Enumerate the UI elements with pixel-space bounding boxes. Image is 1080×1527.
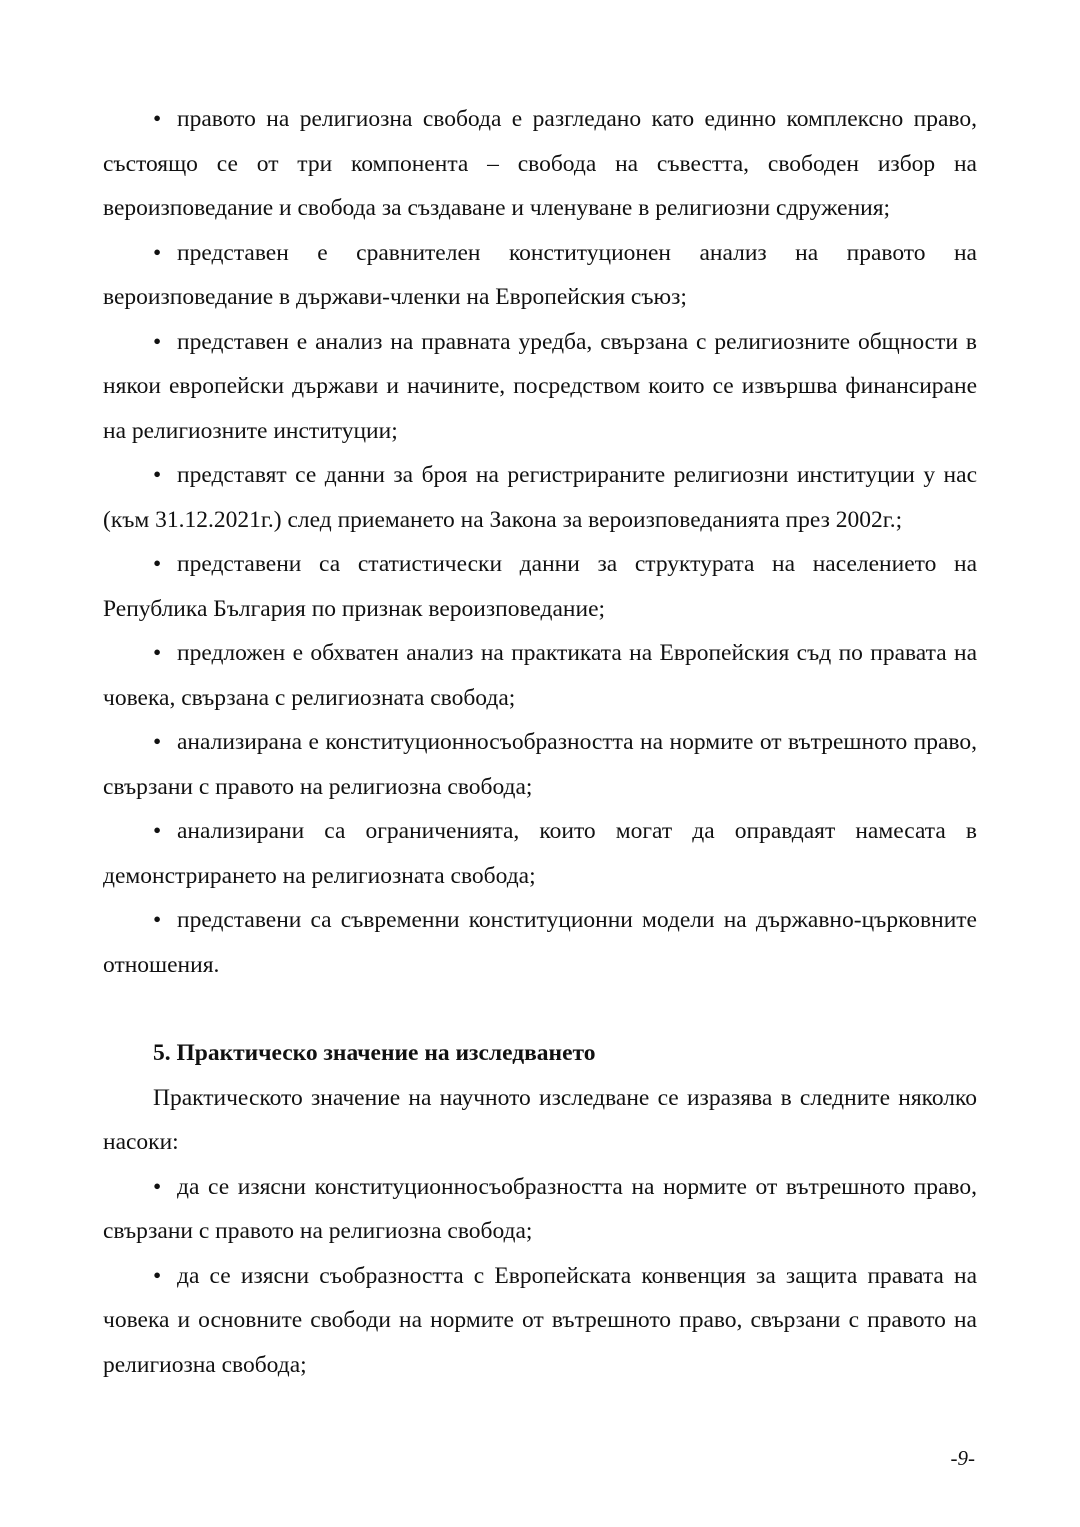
contributions-list <box>103 97 977 987</box>
list-item: • да се изясни конституционносъобразността на нормите от вътрешното право, свързани с правото на религиозна свобода; <box>103 1165 977 1254</box>
list-item: • представен е сравнителен конституционен анализ на правото на вероизповедание в държави-членки на Европейския съюз; <box>103 231 977 320</box>
bullet-icon: • <box>153 462 162 488</box>
bullet-icon: • <box>153 729 162 755</box>
list-item: • представени са статистически данни за структурата на населението на Република България по признак вероизповедание; <box>103 542 977 631</box>
list-item: • да се изясни съобразността с Европейската конвенция за защита правата на човека и основните свободи на нормите от вътрешното право, свързани с правото на религиозна свобода; <box>103 1254 977 1388</box>
list-item: • предложен е обхватен анализ на практиката на Европейския съд по правата на човека, свързана с религиозната свобода; <box>103 631 977 720</box>
bullet-icon: • <box>153 1173 162 1200</box>
page-number: -9- <box>950 1446 975 1470</box>
list-item: • анализирана е конституционносъобразността на нормите от вътрешното право, свързани с правото на религиозна свобода; <box>103 720 977 809</box>
bullet-icon: • <box>153 328 162 355</box>
bullet-icon: • <box>153 907 162 933</box>
section-heading: 5. Практическо значение на изследването <box>153 1040 596 1066</box>
practical-list <box>103 1165 977 1388</box>
document-page <box>103 97 977 1387</box>
list-item: • представен е анализ на правната уредба, свързана с религиозните общности в някои европейски държави и начините, посредством които се извършва финансиране на религиозните институции; <box>103 320 977 454</box>
section-intro: Практическото значение на научното изследване се изразява в следните няколко насоки: <box>103 1084 977 1155</box>
bullet-icon: • <box>153 106 162 132</box>
bullet-icon: • <box>153 239 162 266</box>
list-item: • анализирани са ограниченията, които могат да оправдаят намесата в демонстрирането на религиозната свобода; <box>103 809 977 898</box>
list-item: • представят се данни за броя на регистрираните религиозни институции у нас (към 31.12.2021г.) след приемането на Закона за вероизповеданията през 2002г.; <box>103 453 977 542</box>
list-item: • правото на религиозна свобода е разгледано като единно комплексно право, състоящо се от три компонента – свобода на съвестта, свободен избор на вероизповедание и свобода за създаване и членуване в религиозни сдружения; <box>103 97 977 231</box>
bullet-icon: • <box>153 1262 162 1289</box>
bullet-icon: • <box>153 640 162 666</box>
bullet-icon: • <box>153 818 162 844</box>
list-item: • представени са съвременни конституционни модели на държавно-църковните отношения. <box>103 898 977 987</box>
bullet-icon: • <box>153 551 162 577</box>
